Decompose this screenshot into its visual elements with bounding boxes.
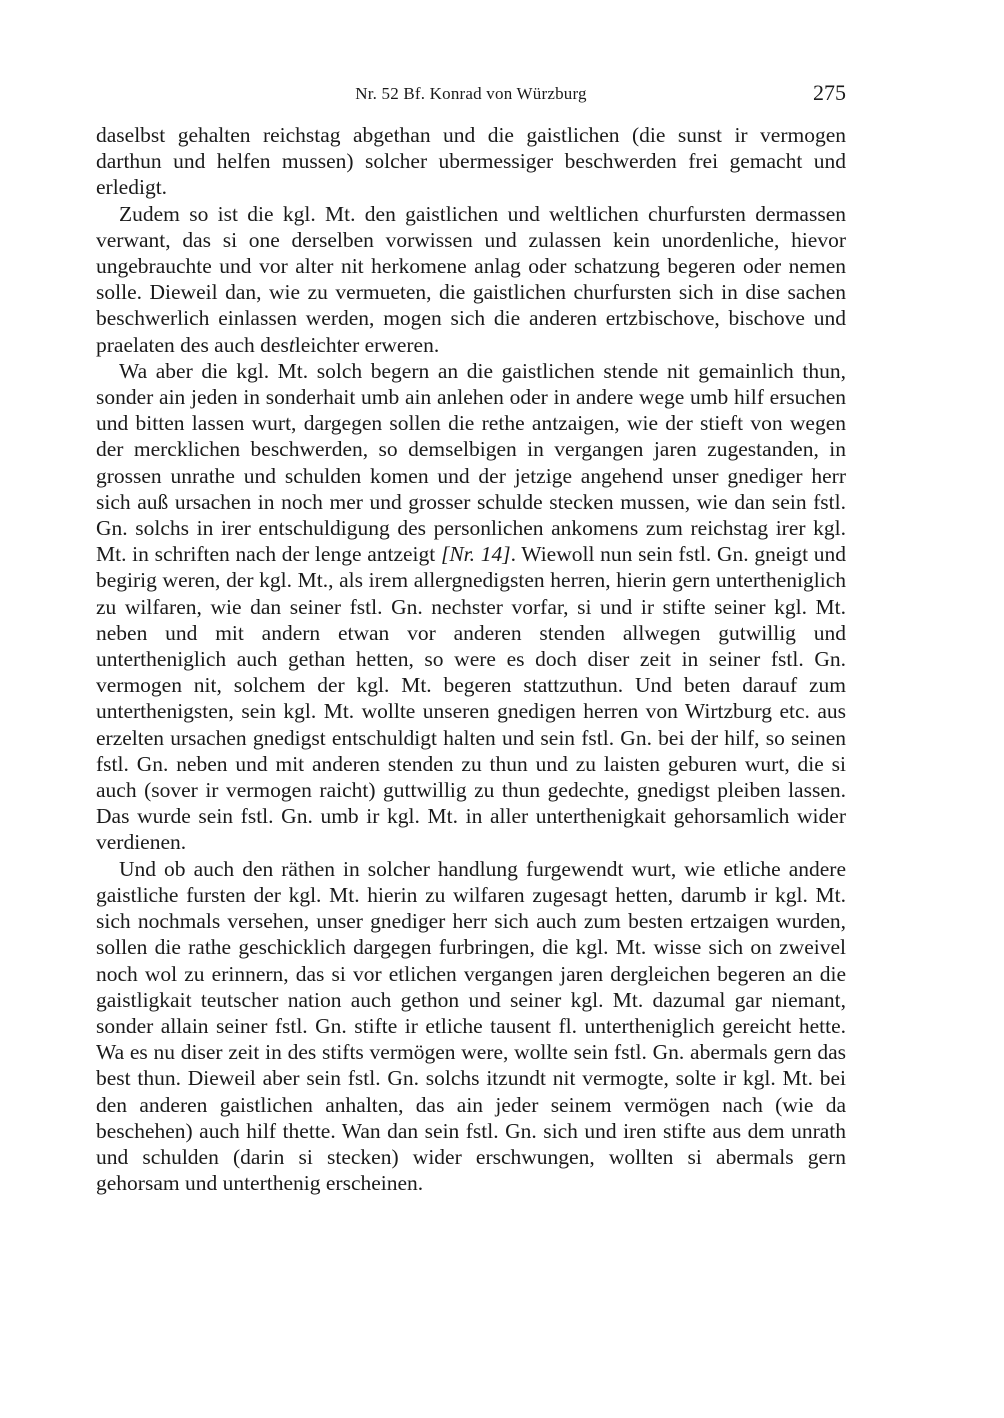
- paragraph-1: [96, 122, 846, 201]
- paragraph-text: Wa aber die kgl. Mt. solch begern an die gaistlichen stende nit gemainlich thun, sonder ain jeden in sonderhait umb ain anlehen oder in andere wege umb hilf ersuchen und bitten lassen wurt, dargegen sollen die rethe antzaigen, wie der stieft von wegen der mercklichen beschwerden, so demselbigen in vergangen jaren zugestanden, in grossen unrathe und schulden komen und der jetzige angehend unser gnediger herr sich auß ursachen in noch mer und grosser schulde stecken mussen, wie dan sein fstl. Gn. solchs in irer entschuldigung des personlichen ankomens zum reichstag irer kgl. Mt. in schriften nach der lenge antzeigt: [96, 358, 846, 567]
- paragraph-4: [96, 856, 846, 1197]
- paragraph-3: [96, 358, 846, 856]
- running-header: [96, 80, 846, 110]
- body-text: [96, 122, 846, 1196]
- paragraph-text-continued: leichter erweren.: [294, 332, 440, 357]
- paragraph-2: [96, 201, 846, 358]
- running-title: Nr. 52 Bf. Konrad von Würzburg: [355, 84, 587, 103]
- emphasis: t: [288, 332, 295, 357]
- page-number: 275: [813, 80, 846, 105]
- paragraph-text-continued: . Wiewoll nun sein fstl. Gn. gneigt und begirig weren, der kgl. Mt., als irem allergnedigsten herren, hierin gern untertheniglich zu wilfaren, wie dan seiner fstl. Gn. nechster vorfar, si und ir stifte seiner kgl. Mt. neben und mit andern etwan vor anderen stenden allwegen gutwillig und untertheniglich auch gethan hetten, so were es doch diser zeit in seiner fstl. Gn. vermogen nit, solchem der kgl. Mt. begeren stattzuthun. Und beten darauf zum unterthenigsten, sein kgl. Mt. wollte unseren gnedigen herren von Wirtzburg etc. aus erzelten ursachen gnedigst entschuldigt halten und sein fstl. Gn. bei der hilf, so seinen fstl. Gn. neben und mit anderen stenden zu thun und zu laisten geburen wurt, die si auch (sover ir vermogen raicht) guttwillig zu thun gedechte, gnedigst pleiben lassen. Das wurde sein fstl. Gn. umb ir kgl. Mt. in aller unterthenigkait gehorsamlich wider verdienen.: [96, 542, 847, 855]
- paragraph-text: Zudem so ist die kgl. Mt. den gaistlichen und weltlichen churfursten dermassen verwant, das si one derselben vorwissen und zulassen kein unordenliche, hievor ungebrauchte und vor alter nit herkomene anlag oder schatzung begeren oder nemen solle. Dieweil dan, wie zu vermueten, die gaistlichen churfursten sich in dise sachen beschwerlich einlassen werden, mogen sich die anderen ertzbischove, bischove und praelaten des auch des: [96, 201, 846, 357]
- paragraph-text: Und ob auch den räthen in solcher handlung furgewendt wurt, wie etliche andere gaistliche fursten der kgl. Mt. hierin zu wilfaren zugesagt hetten, darumb ir kgl. Mt. sich nochmals versehen, unser gnediger herr sich auch zum besten ertzaigen wurden, sollen die rathe geschicklich dargegen furbringen, die kgl. Mt. wisse sich on zweivel noch wol zu erinnern, das si vor etlichen vergangen jaren dergleichen begeren an die gaistligkait teutscher nation auch gethon und seiner kgl. Mt. dazumal gar niemant, sonder allain seiner fstl. Gn. stifte ir etliche tausent fl. untertheniglich gereicht hette. Wa es nu diser zeit in des stifts vermögen were, wollte sein fstl. Gn. abermals gern das best thun. Dieweil aber sein fstl. Gn. solchs itzundt nit vermogte, solte ir kgl. Mt. bei den anderen gaistlichen anhalten, das ain jeder seinem vermögen nach (wie da beschehen) auch hilf thette. Wan dan sein fstl. Gn. sich und iren stifte aus dem unrath und schulden (darin si stecken) wider erschwungen, wollten si abermals gern gehorsam und unterthenig erscheinen.: [96, 856, 846, 1196]
- paragraph-text: daselbst gehalten reichstag abgethan und die gaistlichen (die sunst ir vermogen darthun und helfen mussen) solcher ubermessiger beschwerden frei gemacht und erledigt.: [96, 123, 846, 200]
- cross-reference: [Nr. 14]: [440, 542, 511, 567]
